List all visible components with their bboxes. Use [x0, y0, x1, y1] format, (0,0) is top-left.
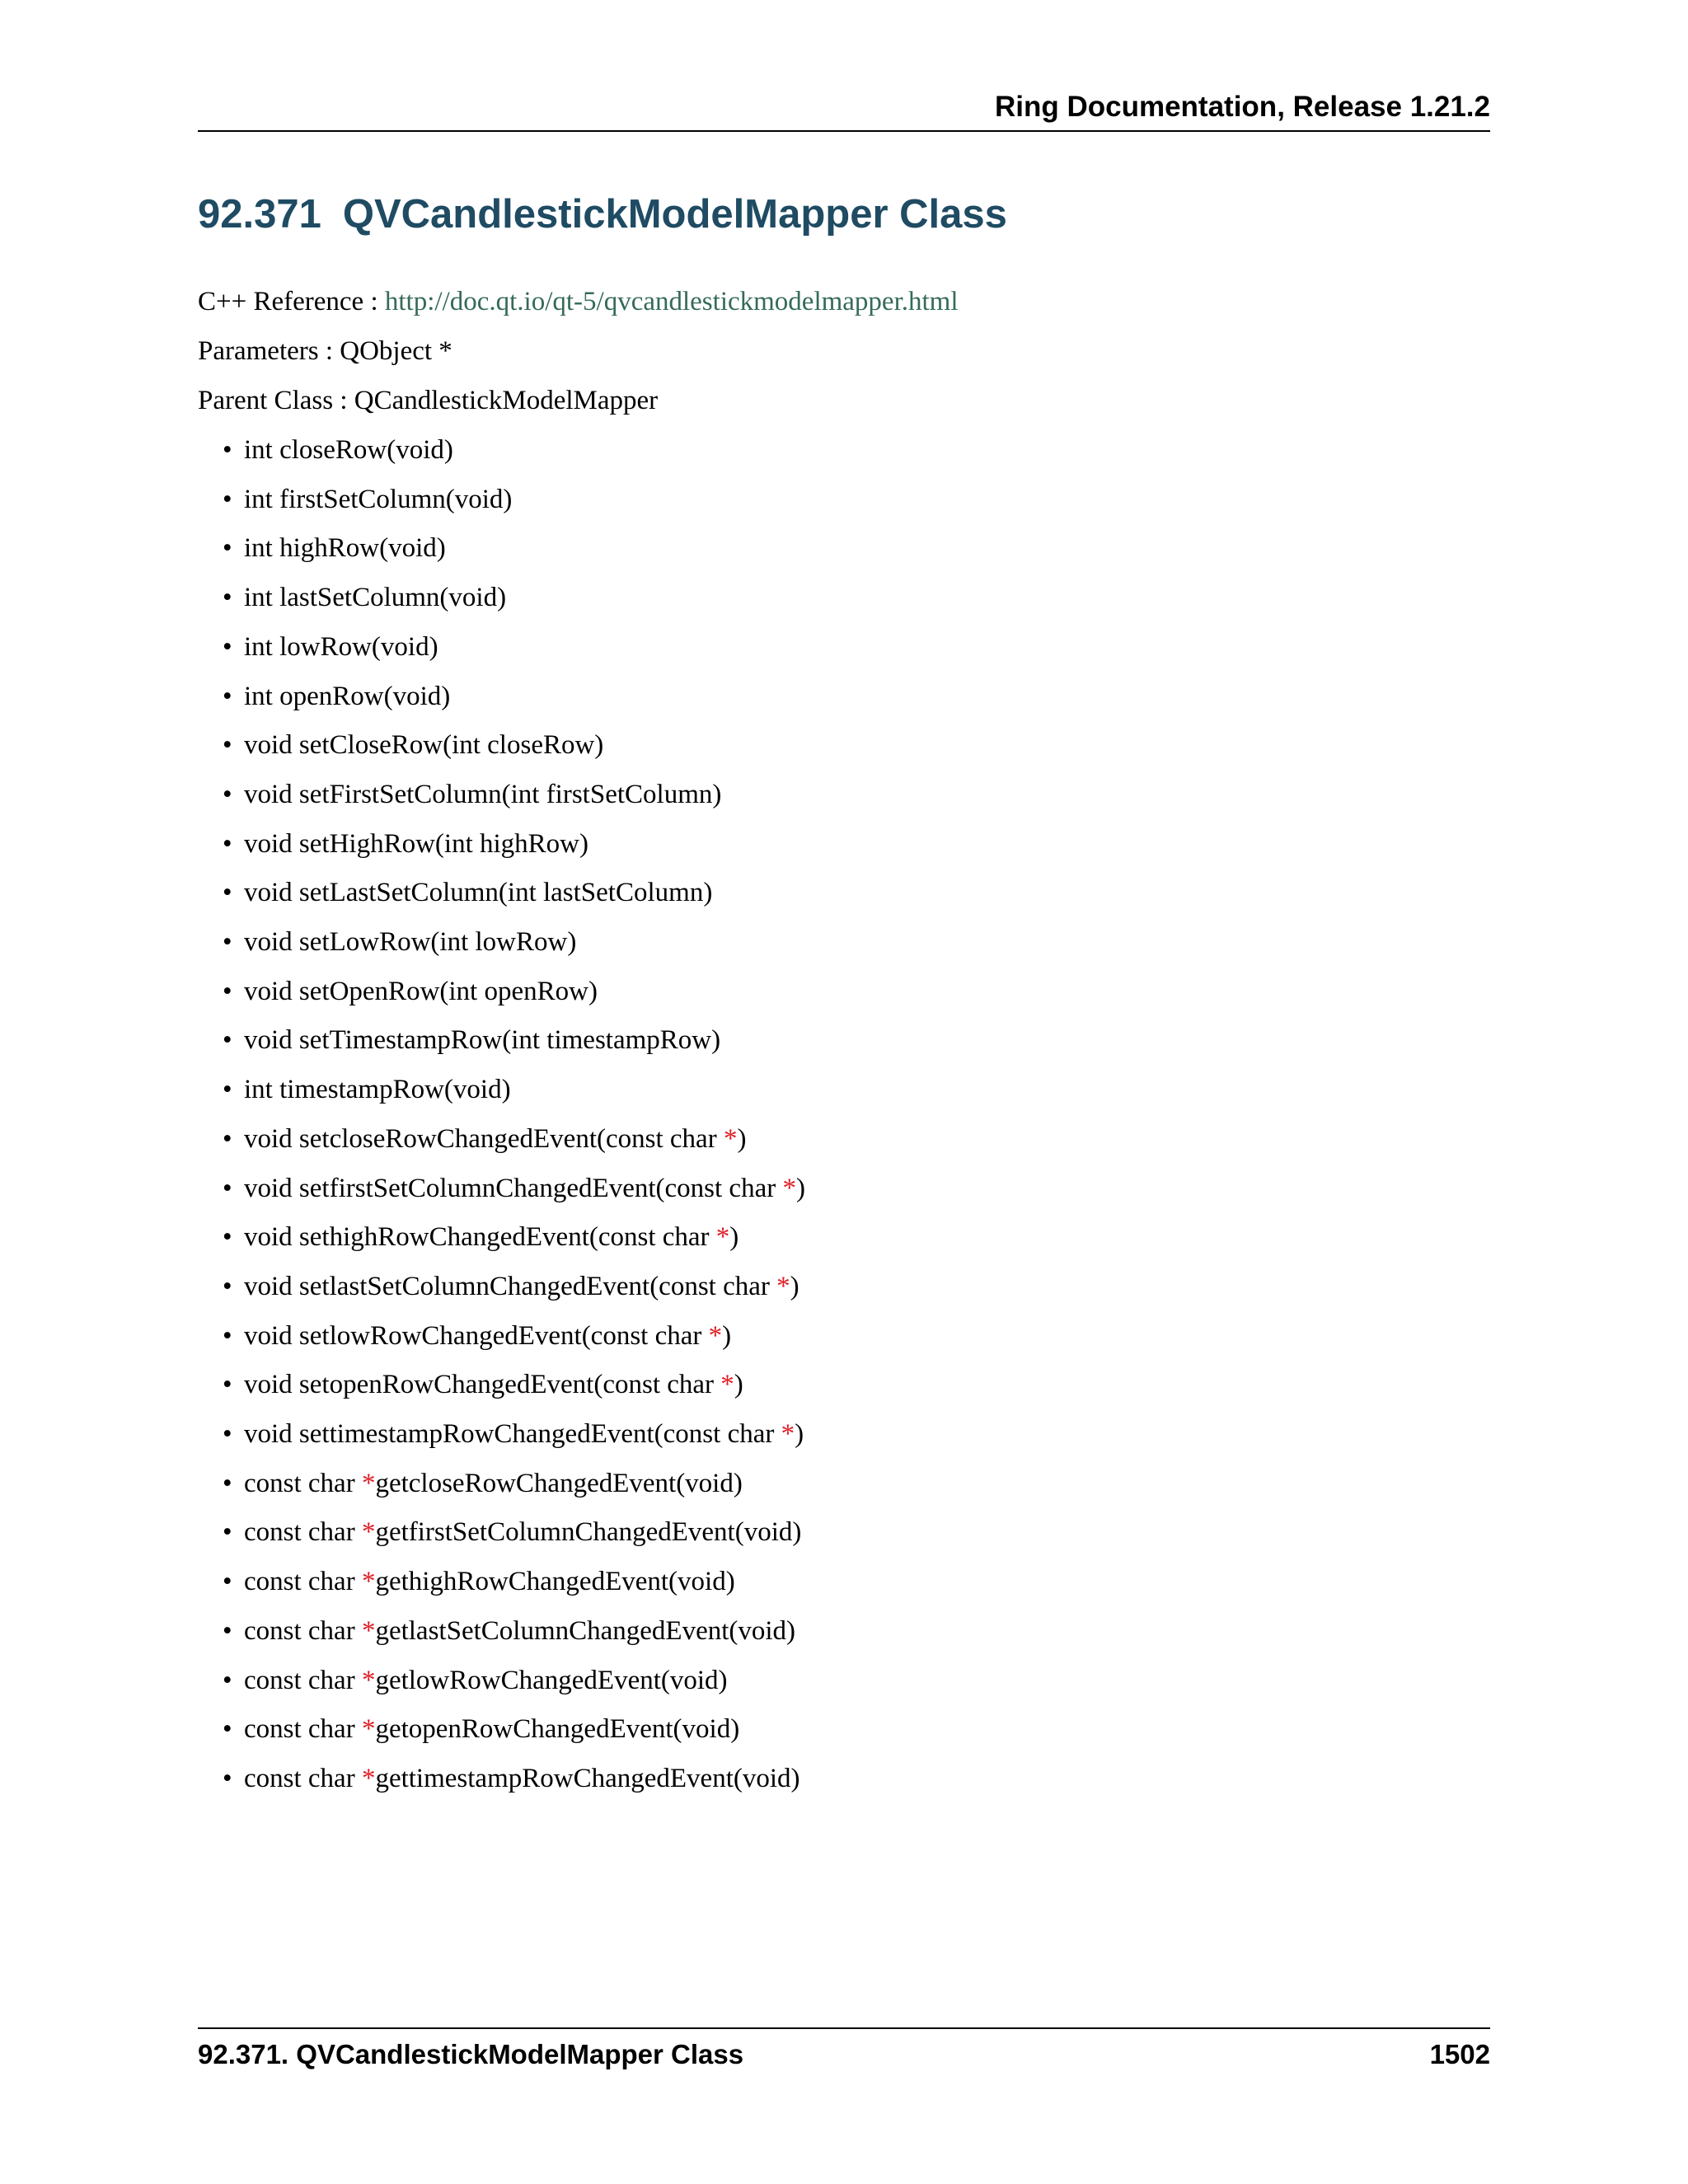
bullet-icon: • — [223, 435, 232, 465]
page-footer — [198, 2027, 1490, 2079]
method-signature-start: void setCloseRow(int closeRow) — [244, 730, 604, 760]
bullet-icon: • — [223, 1419, 232, 1449]
cpp-reference — [198, 288, 959, 316]
bullet-icon: • — [223, 1124, 232, 1154]
method-item — [223, 1517, 802, 1547]
method-item — [223, 435, 453, 465]
method-signature-start: void setlowRowChangedEvent(const char — [244, 1321, 709, 1351]
bullet-icon: • — [223, 533, 232, 563]
section-number: 92.371 — [198, 192, 321, 237]
method-signature-start: const char — [244, 1517, 362, 1547]
method-signature-start: void setLowRow(int lowRow) — [244, 927, 577, 957]
method-item — [223, 1222, 739, 1252]
method-signature-start: int openRow(void) — [244, 682, 451, 711]
bullet-icon: • — [223, 1075, 232, 1104]
cpp-reference-link[interactable]: http://doc.qt.io/qt-5/qvcandlestickmodelmapper.html — [384, 287, 959, 316]
document-title: Ring Documentation, Release 1.21.2 — [994, 91, 1490, 123]
bullet-icon: • — [223, 1469, 232, 1498]
method-item — [223, 1075, 511, 1104]
method-signature-end: getopenRowChangedEvent(void) — [375, 1714, 740, 1744]
page-number: 1502 — [1429, 2039, 1490, 2069]
method-signature-end: ) — [729, 1222, 739, 1252]
bullet-icon: • — [223, 1321, 232, 1351]
method-item — [223, 1764, 800, 1793]
bullet-icon: • — [223, 1567, 232, 1596]
method-item — [223, 1567, 735, 1596]
bullet-icon: • — [223, 1222, 232, 1252]
method-item — [223, 1469, 743, 1498]
method-item — [223, 485, 513, 514]
method-item — [223, 1321, 732, 1351]
method-signature-start: void sethighRowChangedEvent(const char — [244, 1222, 716, 1252]
method-item — [223, 730, 604, 760]
bullet-icon: • — [223, 730, 232, 760]
method-signature-start: const char — [244, 1764, 362, 1793]
bullet-icon: • — [223, 682, 232, 711]
bullet-icon: • — [223, 780, 232, 809]
cpp-reference-label: C++ Reference : — [198, 287, 385, 316]
section-title: QVCandlestickModelMapper Class — [342, 192, 1007, 237]
method-signature-start: void setLastSetColumn(int lastSetColumn) — [244, 878, 713, 907]
method-signature-start: void setTimestampRow(int timestampRow) — [244, 1025, 721, 1055]
pointer-star: * — [723, 1124, 738, 1154]
method-item — [223, 1025, 721, 1055]
method-item — [223, 1616, 796, 1646]
method-signature-start: const char — [244, 1714, 362, 1744]
parent-class-line: Parent Class : QCandlestickModelMapper — [198, 386, 659, 415]
method-signature-start: void setlastSetColumnChangedEvent(const char — [244, 1272, 777, 1301]
method-item — [223, 977, 598, 1006]
pointer-star: * — [361, 1616, 376, 1646]
bullet-icon: • — [223, 927, 232, 957]
method-signature-start: void setopenRowChangedEvent(const char — [244, 1370, 721, 1399]
method-signature-end: getlastSetColumnChangedEvent(void) — [375, 1616, 796, 1646]
bullet-icon: • — [223, 632, 232, 662]
bullet-icon: • — [223, 1370, 232, 1399]
method-item — [223, 632, 438, 662]
pointer-star: * — [781, 1419, 795, 1449]
method-signature-end: ) — [722, 1321, 732, 1351]
bullet-icon: • — [223, 977, 232, 1006]
method-signature-start: void setcloseRowChangedEvent(const char — [244, 1124, 724, 1154]
pointer-star: * — [361, 1666, 376, 1695]
method-signature-end: ) — [795, 1174, 805, 1203]
method-signature-start: int lastSetColumn(void) — [244, 583, 507, 612]
method-signature-start: void setfirstSetColumnChangedEvent(const char — [244, 1174, 783, 1203]
footer-section-label: 92.371. QVCandlestickModelMapper Class — [198, 2039, 744, 2069]
bullet-icon: • — [223, 1174, 232, 1203]
method-signature-start: void setHighRow(int highRow) — [244, 829, 588, 859]
method-item — [223, 682, 451, 711]
method-signature-start: int timestampRow(void) — [244, 1075, 511, 1104]
method-item — [223, 583, 507, 612]
bullet-icon: • — [223, 1666, 232, 1695]
method-item — [223, 1714, 740, 1744]
bullet-icon: • — [223, 1764, 232, 1793]
bullet-icon: • — [223, 878, 232, 907]
pointer-star: * — [720, 1370, 734, 1399]
method-item — [223, 533, 446, 563]
method-item — [223, 1419, 804, 1449]
pointer-star: * — [361, 1567, 376, 1596]
pointer-star: * — [361, 1714, 376, 1744]
method-signature-start: void setOpenRow(int openRow) — [244, 977, 598, 1006]
method-signature-start: int firstSetColumn(void) — [244, 485, 513, 514]
method-signature-end: gettimestampRowChangedEvent(void) — [375, 1764, 800, 1793]
pointer-star: * — [361, 1764, 376, 1793]
method-item — [223, 1174, 805, 1203]
method-signature-end: getcloseRowChangedEvent(void) — [375, 1469, 743, 1498]
method-signature-start: int highRow(void) — [244, 533, 446, 563]
pointer-star: * — [715, 1222, 730, 1252]
method-item — [223, 1370, 743, 1399]
pointer-star: * — [361, 1517, 376, 1547]
method-signature-end: ) — [790, 1272, 799, 1301]
method-item — [223, 1124, 747, 1154]
method-signature-end: getlowRowChangedEvent(void) — [375, 1666, 728, 1695]
method-signature-start: const char — [244, 1616, 362, 1646]
section-heading — [198, 194, 1007, 235]
method-signature-start: void settimestampRowChangedEvent(const char — [244, 1419, 781, 1449]
bullet-icon: • — [223, 583, 232, 612]
method-signature-start: int closeRow(void) — [244, 435, 453, 465]
bullet-icon: • — [223, 485, 232, 514]
pointer-star: * — [708, 1321, 723, 1351]
method-signature-end: ) — [734, 1370, 743, 1399]
pointer-star: * — [776, 1272, 790, 1301]
method-signature-end: ) — [737, 1124, 747, 1154]
method-item — [223, 878, 713, 907]
page-header — [198, 89, 1490, 132]
method-signature-start: int lowRow(void) — [244, 632, 438, 662]
method-signature-end: gethighRowChangedEvent(void) — [375, 1567, 735, 1596]
parameters-line: Parameters : QObject * — [198, 336, 452, 366]
bullet-icon: • — [223, 1517, 232, 1547]
method-signature-start: const char — [244, 1666, 362, 1695]
method-signature-end: ) — [795, 1419, 804, 1449]
bullet-icon: • — [223, 829, 232, 859]
pointer-star: * — [361, 1469, 376, 1498]
method-signature-start: const char — [244, 1567, 362, 1596]
bullet-icon: • — [223, 1714, 232, 1744]
bullet-icon: • — [223, 1616, 232, 1646]
method-signature-start: const char — [244, 1469, 362, 1498]
pointer-star: * — [782, 1174, 796, 1203]
method-item — [223, 927, 577, 957]
method-signature-start: void setFirstSetColumn(int firstSetColumn) — [244, 780, 722, 809]
method-item — [223, 829, 588, 859]
method-signature-end: getfirstSetColumnChangedEvent(void) — [375, 1517, 802, 1547]
method-item — [223, 1666, 728, 1695]
bullet-icon: • — [223, 1025, 232, 1055]
method-item — [223, 1272, 799, 1301]
method-item — [223, 780, 722, 809]
bullet-icon: • — [223, 1272, 232, 1301]
